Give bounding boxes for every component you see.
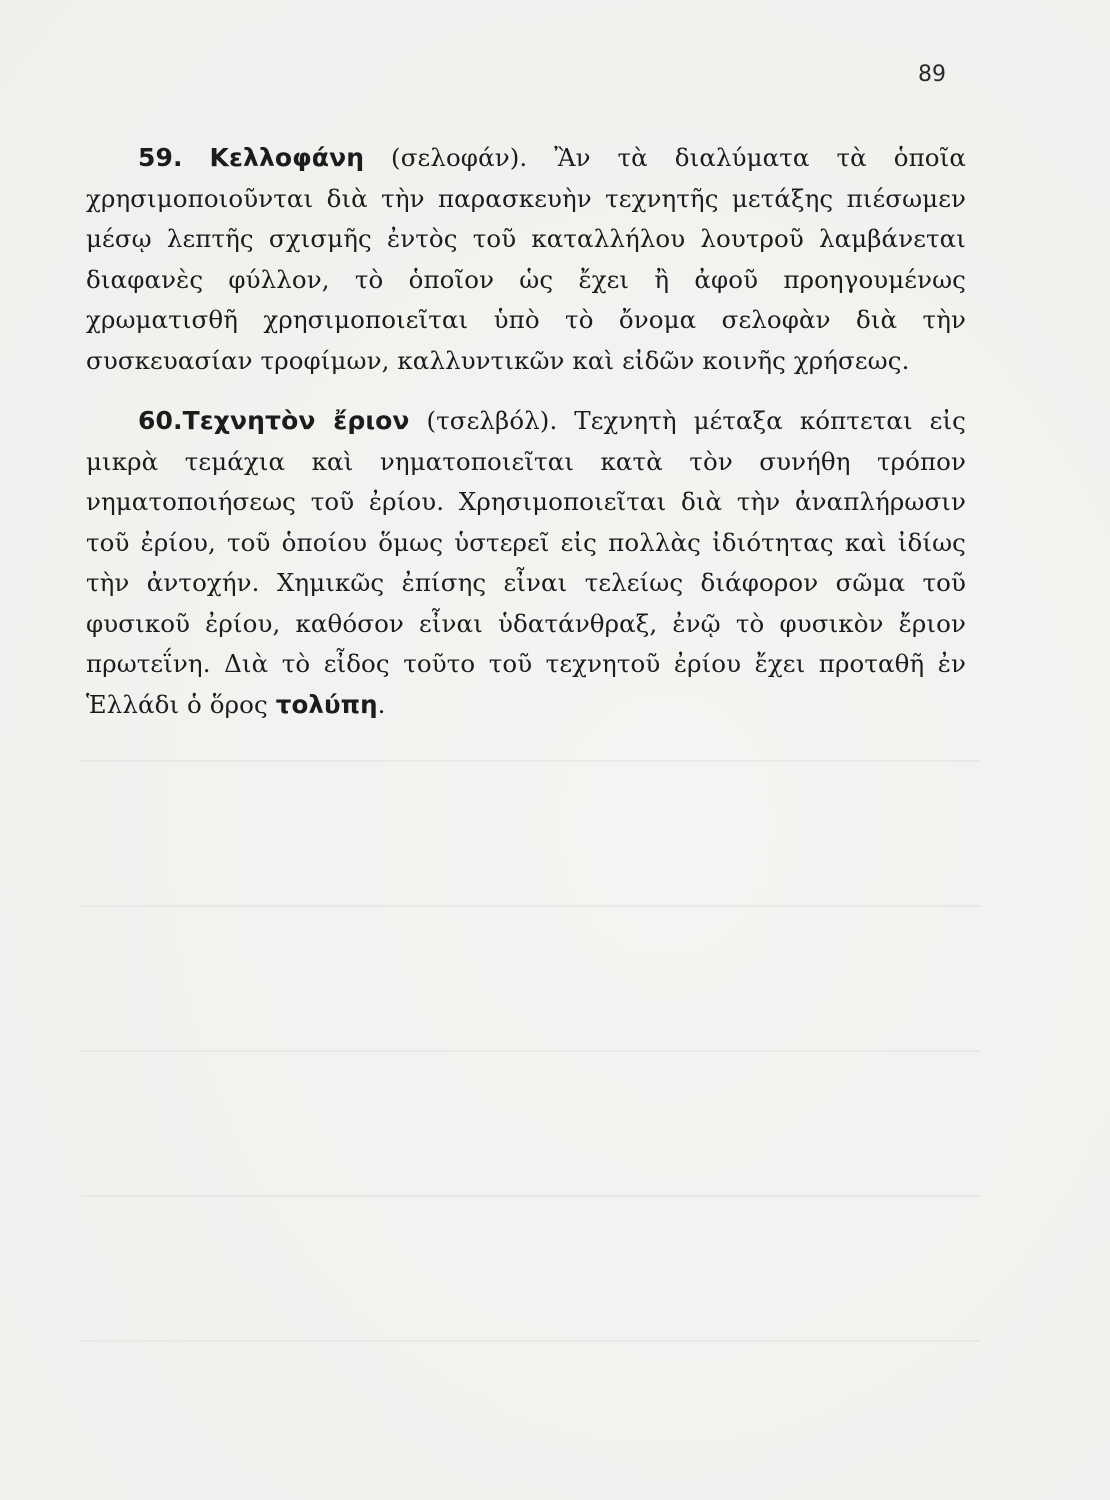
- entry-term: Τεχνητὸν ἔριον: [182, 406, 410, 435]
- bleed-through-line: [80, 1340, 980, 1342]
- entry-body-text: (σελοφάν). Ἂν τὰ διαλύματα τὰ ὁποῖα χρησιμοποιοῦνται διὰ τὴν παρασκευὴν τεχνητῆς μετάξης πιέσωμεν μέσῳ λεπτῆς σχισμῆς ἐντὸς τοῦ καταλλήλου λουτροῦ λαμβάνεται διαφανὲς φύλλον, τὸ ὁποῖον ὡς ἔχει ἢ ἀφοῦ προηγουμένως χρωματισθῆ χρησιμοποιεῖται ὑπὸ τὸ ὄνομα σελοφὰν διὰ τὴν συσκευασίαν τροφίμων, καλλυντικῶν καὶ εἰδῶν κοινῆς χρήσεως.: [86, 143, 966, 375]
- entry-number: 59.: [138, 143, 183, 172]
- entry-number: 60.: [138, 406, 183, 435]
- entry-59-paragraph: [86, 138, 966, 381]
- entry-body-text: (τσελβόλ). Τεχνητὴ μέταξα κόπτεται εἰς μικρὰ τεμάχια καὶ νηματοποιεῖται κατὰ τὸν συνήθη τρόπον νηματοποιήσεως τοῦ ἐρίου. Χρησιμοποιεῖται διὰ τὴν ἀναπλήρωσιν τοῦ ἐρίου, τοῦ ὁποίου ὅμως ὑστερεῖ εἰς πολλὰς ἰδιότητας καὶ ἰδίως τὴν ἀντοχήν. Χημικῶς ἐπίσης εἶναι τελείως διάφορον σῶμα τοῦ φυσικοῦ ἐρίου, καθόσον εἶναι ὑδατάνθραξ, ἐνῷ τὸ φυσικὸν ἔριον πρωτεΐνη. Διὰ τὸ εἶδος τοῦτο τοῦ τεχνητοῦ ἐρίου ἔχει προταθῆ ἐν Ἑλλάδι ὁ ὅρος: [86, 406, 966, 719]
- bleed-through-line: [80, 1195, 980, 1197]
- page-number: 89: [918, 62, 946, 87]
- bleed-through-line: [80, 760, 980, 762]
- body-text: [86, 138, 966, 725]
- entry-term: Κελλοφάνη: [209, 143, 365, 172]
- bleed-through-line: [80, 905, 980, 907]
- entry-body-text-end: .: [377, 689, 386, 719]
- entry-60-paragraph: [86, 401, 966, 725]
- bleed-through-line: [80, 1050, 980, 1052]
- bold-term: τολύπη: [275, 689, 378, 719]
